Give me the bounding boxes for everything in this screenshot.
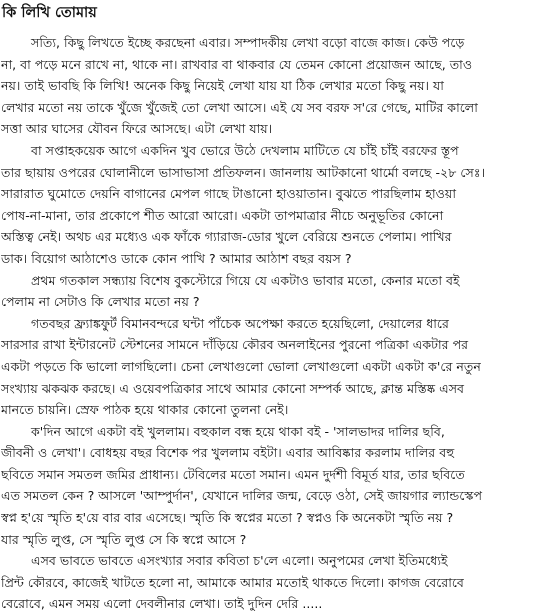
paragraph-line: ছবিতে সমান সমতল জমির প্রাধান্য। টেবিলের মতো সমান। এমন দুর্দশী বিমূর্ত যার, তার ছবিতে	[1, 466, 465, 482]
paragraph-line: সারসার রাখা ইন্টারনেট স্টেশনের সামনে দাঁড়িয়ে কৌরব অনলাইনের পুরনো পত্রিকা একটার পর	[1, 337, 469, 353]
paragraph-line: সারারাত ঘুমোতে দেয়নি বাগানের মেপল গাছে টাঙানো হাওয়াতান। বুঝতে পারছিলাম হাওয়া	[1, 186, 456, 202]
paragraph-line: অস্তিত্ব নেই। অথচ এর মধ্যেও এক ফাঁকে গ্যারাজ-ডোর খুলে বেরিয়ে শুনতে পেলাম। পাখির	[1, 229, 452, 245]
paragraph-line: সত্তা আর ঘাসের যৌবন ফিরে আসছে। এটা লেখা যায়।	[1, 121, 273, 137]
paragraph-line: সত্যি, কিছু লিখতে ইচ্ছে করছেনা এবার। সম্পাদকীয় লেখা বড়ো বাজে কাজ। কেউ পড়ে	[31, 35, 465, 50]
paragraph-line: নয়। তাই ভাবছি কি লিখি! অনেক কিছু নিয়েই লেখা যায় যা ঠিক লেখার মতো কিছু নয়। যা	[1, 78, 444, 94]
paragraph-line: ক'দিন আগে একটা বই খুললাম। বহুকাল বন্ধ হয়ে থাকা বই - 'সালভাদর দালির ছবি,	[31, 423, 445, 439]
paragraph-line: লেখার মতো নয় তাকে খুঁজে খুঁজেই তো লেখা আসে। এই যে সব বরফ স'রে গেছে, মাটির কালো	[1, 99, 478, 115]
page-title: কি লিখি তোমায়	[2, 5, 97, 21]
paragraph-line: প্রথম গতকাল সন্ধ্যায় বিশেষ বুকস্টোরে গিয়ে যে একটাও ভাবার মতো, কেনার মতো বই	[31, 272, 460, 288]
paragraph-line: ডাক। বিয়োগ আঠাশেও ডাকে কোন পাখি ? আমার আঠাশ বছর বয়স ?	[1, 250, 352, 266]
paragraph-line: একটা পড়তে কি ভালো লাগছিলো। চেনা লেখাগুলো ভোলা লেখাগুলো একটা একটা ক'রে নতুন	[1, 358, 481, 374]
paragraph-line: জীবনী ও লেখা'। বোধহয় বছর বিশেক পর খুললাম বইটা। এবার আবিষ্কার করলাম দালির বহু	[1, 445, 455, 461]
article-body	[1, 32, 531, 611]
paragraph-line: প্রিন্ট কৌরবে, কাজেই খাটতে হলো না, আমাকে আমার মতোই থাকতে দিলো। কাগজ বেরোবে	[1, 574, 464, 590]
paragraph-line: পেলাম না সেটাও কি লেখার মতো নয় ?	[1, 294, 200, 310]
paragraph-line: যার স্মৃতি লুপ্ত, সে স্মৃতি লুপ্ত সে কি স্বপ্নে আসে ?	[1, 531, 247, 547]
paragraph-line: এসব ভাবতে ভাবতে এসংখ্যার সবার কবিতা চ'লে এলো। অনুপমের লেখা ইতিমধ্যেই	[31, 553, 448, 569]
paragraph-line: বা সপ্তাহকয়েক আগে একদিন খুব ভোরে উঠে দেখলাম মাটিতে যে চাঁই চাঁই বরফের স্তূপ	[31, 142, 459, 158]
paragraph-line: তার ছায়ায় ওপরের ঘোলানীলে ভাসাভাসা প্রতিফলন। জানলায় আটকানো থার্মো বলছে -২৮ সেঃ।	[1, 164, 486, 180]
paragraph-line: বেরোবে, এমন সময় এলো দেবলীনার লেখা। তাই দুদিন দেরি .....	[1, 596, 323, 611]
paragraph-line: এত সমতল কেন ? আসলে 'আম্পুর্দান', যেখানে দালির জন্ম, বেড়ে ওঠা, সেই জায়গার ল্যান্ডস্কেপ	[1, 488, 483, 504]
paragraph-line: স্বপ্ন হ'য়ে স্মৃতি হ'য়ে বার বার এসেছে। স্মৃতি কি স্বপ্নের মতো ? স্বপ্নও কি অনেকটা স্মৃতি নয় ?	[1, 510, 454, 526]
paragraph-line: মানতে চায়নি। স্রেফ পাঠক হয়ে থাকার কোনো তুলনা নেই।	[1, 402, 289, 418]
paragraph-line: পোষ-না-মানা, তার প্রকোপে শীত আরো আরো। একটা তাপমাত্রার নীচে অনুভূতির কোনো	[1, 207, 444, 223]
paragraph-line: গতবছর ফ্র্যাঙ্কফুর্ট বিমানবন্দরে ঘন্টা পাঁচেক অপেক্ষা করতে হয়েছিলো, দেয়ালের ধারে	[31, 315, 449, 331]
paragraph-line: সংখ্যায় ঝকঝক করছে। এ ওয়েবপত্রিকার সাথে আমার কোনো সম্পর্ক আছে, ক্লান্ত মস্তিষ্ক এসব	[1, 380, 465, 396]
paragraph-line: না, বা পড়ে মনে রাখে না, থাকে না। রাখবার বা থাকবার যে তেমন কোনো প্রয়োজন আছে, তাও	[1, 56, 473, 72]
